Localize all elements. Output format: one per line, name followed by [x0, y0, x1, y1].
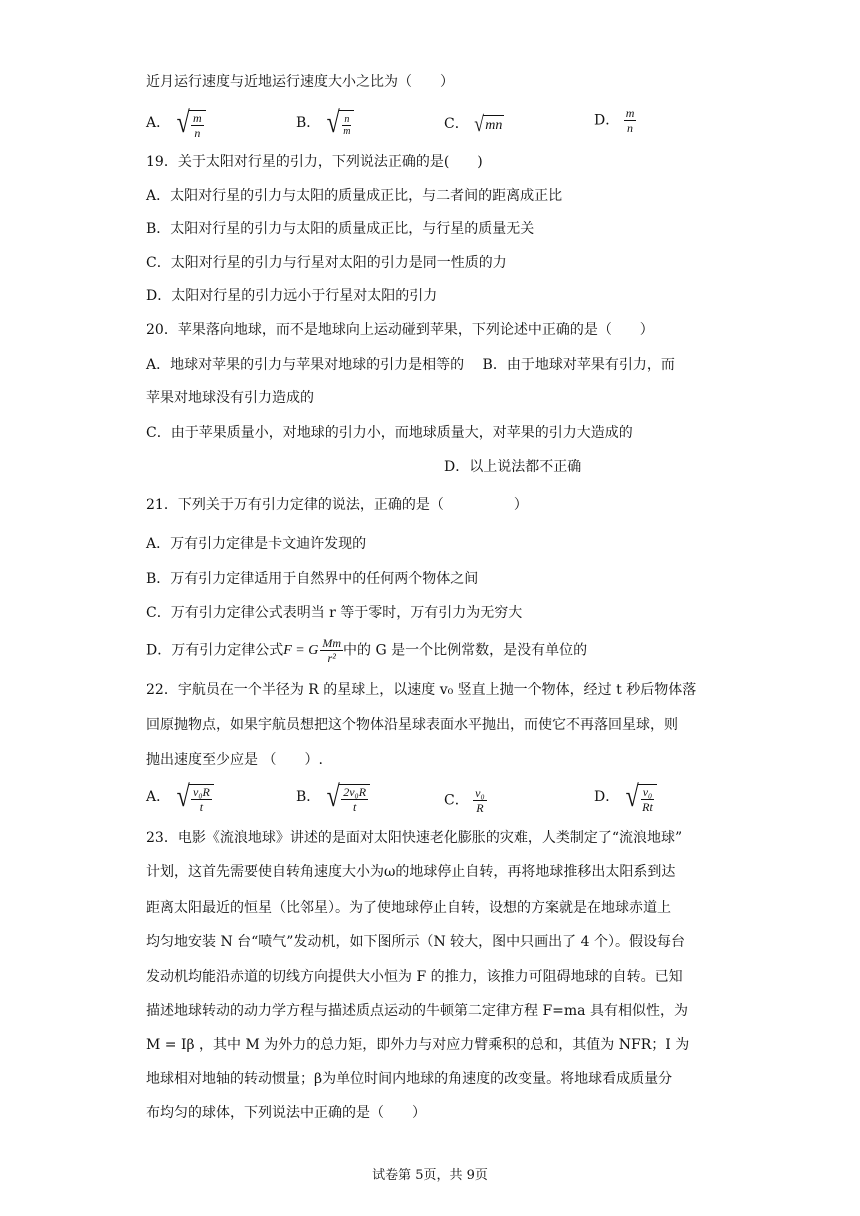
q23-line-3: 距离太阳最近的恒星（比邻星）。为了使地球停止自转，设想的方案就是在地球赤道上	[146, 900, 671, 916]
q18-a-sqrt: √ $\frac{m}{n}$	[175, 106, 206, 140]
q18-option-c: C． √ mn	[444, 111, 503, 136]
q20-option-ab: A．地球对苹果的引力与苹果对地球的引力是相等的 B．由于地球对苹果有引力，而	[146, 357, 675, 373]
q20-option-c: C．由于苹果质量小，对地球的引力小，而地球质量大，对苹果的引力大造成的	[146, 425, 633, 441]
page-footer: 试卷第 5页，共 9页	[372, 1168, 488, 1183]
q22-option-c: C． $\frac{\text{v₀}}{R}$	[444, 786, 485, 815]
q23-line-5: 发动机均能沿赤道的切线方向提供大小恒为 F 的推力，该推力可阻碍地球的自转。已知	[146, 969, 683, 985]
q18-stem-end: 近月运行速度与近地运行速度大小之比为（ ）	[146, 74, 454, 90]
q21-formula: F = G $\frac{Mm}{\text{r²}}$	[283, 636, 342, 665]
q19-option-b: B．太阳对行星的引力与太阳的质量成正比，与行星的质量无关	[146, 221, 535, 237]
q21-option-d: D．万有引力定律公式 F = G $\frac{Mm}{\text{r²}}$ 中的 G 是一个比例常数，是没有单位的	[146, 636, 588, 665]
q19-stem: 19．关于太阳对行星的引力，下列说法正确的是( )	[146, 154, 483, 170]
q19-option-d: D．太阳对行星的引力远小于行星对太阳的引力	[146, 288, 438, 304]
q23-line-8: 地球相对地轴的转动惯量；β为单位时间内地球的角速度的改变量。将地球看成质量分	[146, 1071, 673, 1087]
q22-line-2: 回原抛物点，如果宇航员想把这个物体沿星球表面水平抛出，而使它不再落回星球，则	[146, 717, 678, 733]
q19-option-c: C．太阳对行星的引力与行星对太阳的引力是同一性质的力	[146, 255, 507, 271]
q18-option-b: B． √ $\frac{n}{m}$	[296, 106, 354, 140]
q23-line-1: 23．电影《流浪地球》讲述的是面对太阳快速老化膨胀的灾难，人类制定了“流浪地球”	[146, 830, 683, 846]
q22-option-a: A． √ $\frac{\text{v₀R}}{t}$	[146, 780, 214, 814]
q18-d-frac: $\frac{m}{n}$	[625, 106, 635, 135]
q23-line-9: 布均匀的球体，下列说法中正确的是（ ）	[146, 1105, 426, 1121]
q18-b-sqrt: √ $\frac{n}{m}$	[325, 106, 355, 140]
q21-option-b: B．万有引力定律适用于自然界中的任何两个物体之间	[146, 571, 479, 587]
q18-option-d: D． $\frac{m}{n}$	[594, 106, 635, 135]
q21-stem: 21．下列关于万有引力定律的说法，正确的是（ ）	[146, 497, 528, 513]
q21-option-a: A．万有引力定律是卡文迪许发现的	[146, 536, 367, 552]
q18-option-a: A． √ $\frac{m}{n}$	[146, 106, 206, 140]
q21-option-c: C．万有引力定律公式表明当 r 等于零时，万有引力为无穷大	[146, 605, 523, 621]
q23-line-7: M = Iβ ，其中 M 为外力的总力矩，即外力与对应力臂乘积的总和，其值为 NFR；I 为	[146, 1037, 690, 1053]
q22-line-1: 22．宇航员在一个半径为 R 的星球上，以速度 v₀ 竖直上抛一个物体，经过 t 秒后物体落	[146, 682, 697, 698]
q20-option-b-cont: 苹果对地球没有引力造成的	[146, 390, 314, 406]
q22-option-b: B． √ $\frac{\text{2v₀R}}{t}$	[296, 780, 370, 814]
q22-option-d: D． √ $\frac{\text{v₀}}{Rt}$	[594, 780, 657, 814]
q19-option-a: A．太阳对行星的引力与太阳的质量成正比，与二者间的距离成正比	[146, 188, 563, 204]
q23-line-4: 均匀地安装 N 台“喷气”发动机，如下图所示（N 较大，图中只画出了 4 个）。假设每台	[146, 934, 685, 950]
q23-line-2: 计划，这首先需要使自转角速度大小为ω的地球停止自转，再将地球推移出太阳系到达	[146, 864, 676, 880]
q20-option-d: D．以上说法都不正确	[444, 459, 582, 475]
q22-line-3: 抛出速度至少应是 （ ）.	[146, 752, 323, 768]
q18-c-sqrt: √ mn	[474, 111, 503, 136]
q20-stem: 20．苹果落向地球，而不是地球向上运动碰到苹果，下列论述中正确的是（ ）	[146, 322, 654, 338]
q23-line-6: 描述地球转动的动力学方程与描述质点运动的牛顿第二定律方程 F=ma 具有相似性，为	[146, 1003, 688, 1019]
